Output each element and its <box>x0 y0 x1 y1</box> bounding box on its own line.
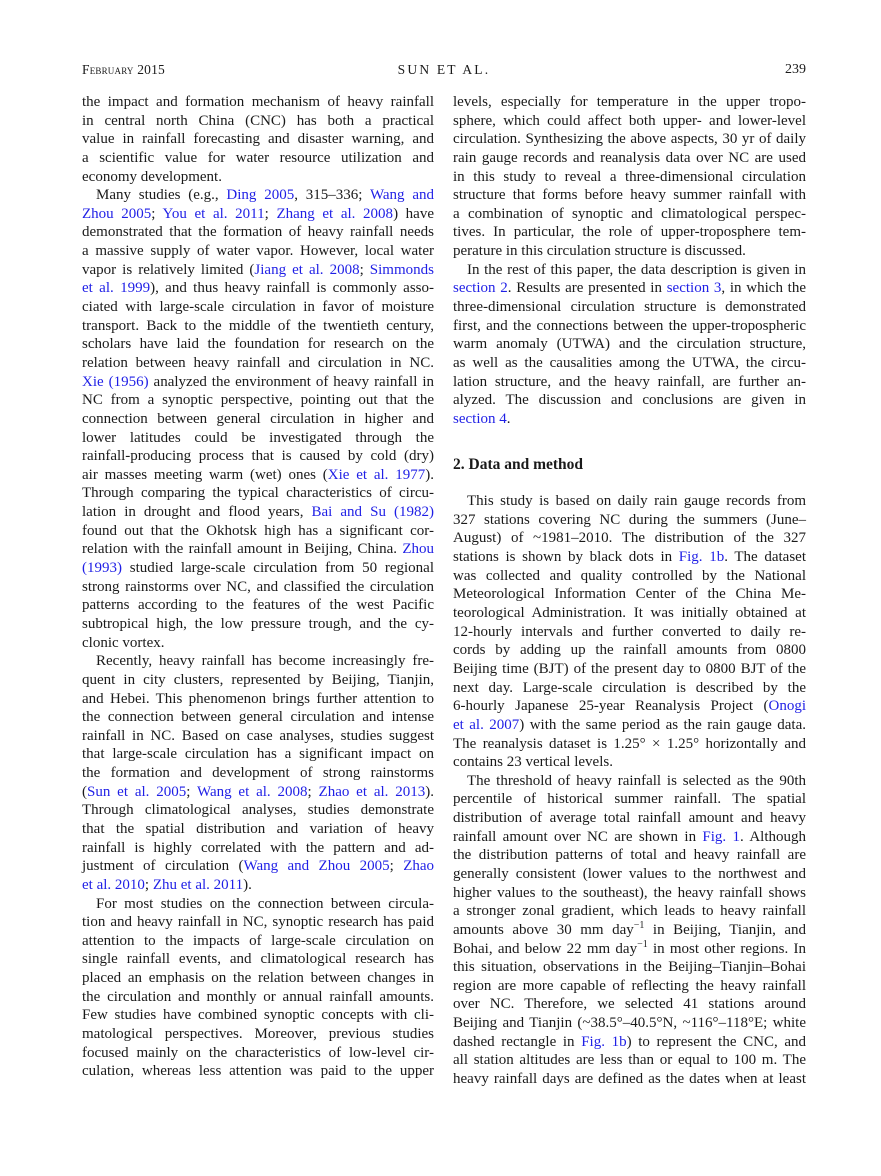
text-segment: over NC. Therefore, we selected 41 stations around <box>453 996 806 1013</box>
text-line <box>453 261 806 280</box>
text-segment: a massive supply of water vapor. However, local water <box>82 243 434 260</box>
text-line <box>82 895 434 914</box>
text-line <box>453 335 806 354</box>
text-line <box>453 865 806 884</box>
superscript: −1 <box>633 919 645 931</box>
citation-link[interactable]: Fig. 1b <box>581 1033 627 1050</box>
text-segment: relation between heavy rainfall and circulation in NC. <box>82 354 434 371</box>
text-segment: ). <box>243 876 252 893</box>
text-segment: This study is based on daily rain gauge records from <box>467 493 806 510</box>
text-segment: a combination of synoptic and climatological perspec- <box>453 205 806 222</box>
text-segment: placed an emphasis on the relation between changes in <box>82 970 434 987</box>
text-line <box>82 503 434 522</box>
text-line <box>453 958 806 977</box>
text-line <box>453 354 806 373</box>
text-line <box>453 735 806 754</box>
text-line <box>82 801 434 820</box>
text-line <box>453 242 806 261</box>
text-segment: connection between general circulation in higher and <box>82 410 434 427</box>
citation-link[interactable]: Xie (1956) <box>82 373 149 390</box>
text-segment: in this study to reveal a three-dimensional circulation <box>453 168 806 185</box>
text-line <box>82 652 434 671</box>
text-segment: and Hebei. This phenomenon brings further attention to <box>82 690 434 707</box>
text-line <box>82 522 434 541</box>
text-line <box>82 1006 434 1025</box>
text-line <box>82 373 434 392</box>
text-segment: the impact and formation mechanism of heavy rainfall <box>82 94 434 110</box>
text-segment: NC from a synoptic perspective, pointing out that the <box>82 392 434 409</box>
text-segment: three-dimensional circulation structure is demonstrated <box>453 299 806 316</box>
text-segment: contains 23 vertical levels. <box>453 754 613 771</box>
text-line <box>453 317 806 336</box>
text-line <box>82 1044 434 1063</box>
text-segment: The reanalysis dataset is 1.25° × 1.25° horizontally and <box>453 735 806 752</box>
text-segment: quent in city clusters, represented by Beijing, Tianjin, <box>82 671 434 688</box>
citation-link[interactable]: Simmonds <box>369 261 434 278</box>
text-segment: matological perspectives. Moreover, previous studies <box>82 1026 434 1043</box>
text-segment: vapor is relatively limited ( <box>82 261 255 278</box>
text-segment: in Beijing, Tianjin, and <box>644 921 807 938</box>
text-segment: stations is shown by black dots in <box>453 549 679 566</box>
text-line <box>82 857 434 876</box>
superscript: −1 <box>637 938 648 950</box>
text-segment: Beijing and Tianjin (~38.5°–40.5°N, ~116°–118°E; white <box>453 1015 806 1032</box>
text-line <box>453 186 806 205</box>
text-segment: in central north China (CNC) has both a practical <box>82 112 434 129</box>
text-segment: amounts above 30 mm day <box>453 921 634 938</box>
page-number: 239 <box>785 62 806 77</box>
text-line <box>82 335 434 354</box>
text-segment: , in which the <box>721 280 806 297</box>
text-segment: tion and heavy rainfall in NC, synoptic research has paid <box>82 914 434 931</box>
text-segment: as well as the causalities among the UTWA, the circu- <box>453 354 806 371</box>
citation-link[interactable]: Zhao et al. 2013 <box>318 783 426 800</box>
text-segment: air masses meeting warm (wet) ones ( <box>82 466 328 483</box>
text-line <box>82 913 434 932</box>
text-line <box>453 279 806 298</box>
text-segment: ) have <box>393 205 435 222</box>
section-heading-data-and-method: 2. Data and method <box>453 455 584 473</box>
text-segment: cords by adding up the rainfall amounts from 0800 <box>453 642 806 659</box>
text-segment: structure that forms before heavy summer rainfall with <box>453 187 806 204</box>
text-line <box>82 93 434 112</box>
text-segment: a scientific value for water resource utilization and <box>82 149 434 166</box>
text-line <box>82 950 434 969</box>
text-segment: rainfall is highly correlated with the pattern and ad- <box>82 839 434 856</box>
text-line <box>453 921 806 940</box>
text-segment: value in rainfall forecasting and disaster warning, and <box>82 131 434 148</box>
text-segment: Recently, heavy rainfall has become increasingly fre- <box>96 653 434 670</box>
right-column <box>453 93 806 1089</box>
text-line <box>82 969 434 988</box>
text-line <box>82 410 434 429</box>
text-segment: perature in this circulation structure is discussed. <box>453 243 746 260</box>
text-line <box>82 783 434 802</box>
text-line <box>82 932 434 951</box>
citation-link[interactable]: et al. 2010 <box>82 876 145 893</box>
citation-link[interactable]: Xie et al. 1977 <box>327 466 426 483</box>
text-line <box>453 298 806 317</box>
running-head-authors: SUN ET AL. <box>397 62 491 77</box>
text-line <box>82 690 434 709</box>
text-segment: . Although <box>740 828 806 845</box>
text-segment: first, and the connections between the upper-tropospheric <box>453 317 806 334</box>
text-segment: ( <box>82 783 87 800</box>
text-segment: warm anomaly (UTWA) and the circulation structure, <box>453 336 806 353</box>
text-segment: ), and thus heavy rainfall is commonly asso- <box>150 280 434 297</box>
text-line <box>453 548 806 567</box>
text-line <box>82 279 434 298</box>
text-segment: rain gauge records and reanalysis data over NC are used <box>453 149 806 166</box>
text-segment: Many studies (e.g., <box>96 187 227 204</box>
text-line <box>82 186 434 205</box>
text-line <box>82 130 434 149</box>
text-segment: ciated with large-scale circulation in favor of moisture <box>82 299 434 316</box>
text-line <box>453 660 806 679</box>
text-segment: next day. Large-scale circulation is described by the <box>453 679 806 696</box>
text-segment: Through comparing the typical characteristics of circu- <box>82 485 434 502</box>
citation-link[interactable]: Wang and Zhou 2005 <box>243 858 390 875</box>
text-segment: higher values to the southeast), the heavy rainfall shows <box>453 884 806 901</box>
citation-link[interactable]: Fig. 1 <box>702 828 741 845</box>
text-segment: generally consistent (lower values to the northwest and <box>453 865 806 882</box>
text-segment: For most studies on the connection between circula- <box>96 895 434 912</box>
text-segment: that the spatial distribution and variation of heavy <box>82 820 434 837</box>
citation-link[interactable]: Bai and Su (1982) <box>311 504 434 521</box>
text-line <box>82 466 434 485</box>
text-line <box>82 223 434 242</box>
data-and-method-body <box>453 492 806 1089</box>
text-line <box>453 604 806 623</box>
text-segment: . The dataset <box>724 549 806 566</box>
text-segment: region are more capable of reflecting the heavy rainfall <box>453 977 806 994</box>
text-segment: ) to represent the CNC, and <box>626 1033 807 1050</box>
text-line <box>453 940 806 959</box>
text-line <box>82 876 434 895</box>
text-segment: distribution of average total rainfall amount and heavy <box>453 810 806 827</box>
text-segment: lation structure, and the heavy rainfall, are further an- <box>453 373 806 390</box>
citation-link[interactable]: Zhou 2005 <box>82 205 152 222</box>
text-segment: a stronger zonal gradient, which leads to heavy rainfall <box>453 903 806 920</box>
text-line <box>453 223 806 242</box>
text-segment: sphere, which could affect both upper- and lower-level <box>453 112 806 129</box>
text-line <box>82 205 434 224</box>
text-segment: Beijing time (BJT) of the present day to 0800 BJT of the <box>453 660 806 677</box>
text-segment: ; <box>307 783 319 800</box>
text-segment: ; <box>389 858 404 875</box>
text-segment: ) with the same period as the rain gauge data. <box>519 716 806 733</box>
text-line <box>82 727 434 746</box>
text-segment: 6-hourly Japanese 25-year Reanalysis Project ( <box>453 698 769 715</box>
text-line <box>453 391 806 410</box>
text-segment: 327 stations covering NC during the summers (June– <box>453 511 806 528</box>
text-line <box>453 205 806 224</box>
text-segment: all station altitudes are less than or equal to 100 m. The <box>453 1052 806 1069</box>
text-segment: . Results are presented in <box>507 280 667 297</box>
text-line <box>82 708 434 727</box>
text-line <box>453 716 806 735</box>
text-line <box>82 540 434 559</box>
text-segment: subtropical high, the low pressure trough, and the cy- <box>82 615 434 632</box>
citation-link[interactable]: Wang and <box>369 187 434 204</box>
text-line <box>82 671 434 690</box>
text-line <box>453 641 806 660</box>
text-segment: . <box>506 410 511 427</box>
text-segment: Few studies have combined synoptic concepts with cli- <box>82 1007 434 1024</box>
text-line <box>453 585 806 604</box>
text-segment: that large-scale circulation has a significant impact on <box>82 746 434 763</box>
text-segment: circulation. Synthesizing the above aspects, 30 yr of daily <box>453 131 806 148</box>
text-line <box>453 112 806 131</box>
text-line <box>82 168 434 187</box>
citation-link[interactable]: et al. 1999 <box>82 280 151 297</box>
text-segment: lation in drought and flood years, <box>82 504 312 521</box>
text-segment: culation, whereas less attention was paid to the upper <box>82 1063 434 1080</box>
text-segment: dashed rectangle in <box>453 1033 582 1050</box>
text-segment: scholars have laid the foundation for research on the <box>82 336 434 353</box>
text-segment: , 315–336; <box>294 187 370 204</box>
citation-link[interactable]: Zhang et al. 2008 <box>276 205 394 222</box>
text-segment: heavy rainfall days are defined as the dates when at least <box>453 1071 806 1088</box>
text-segment: demonstrated that the formation of heavy rainfall needs <box>82 224 434 241</box>
text-line <box>453 809 806 828</box>
text-segment: analyzed the environment of heavy rainfall in <box>148 373 434 390</box>
text-segment: Meteorological Information Center of the China Me- <box>453 586 806 603</box>
text-segment: single rainfall events, and climatological research has <box>82 951 434 968</box>
text-line <box>453 902 806 921</box>
text-line <box>82 391 434 410</box>
text-segment: ; <box>186 783 197 800</box>
text-segment: teorological Administration. It was initially obtained at <box>453 605 806 622</box>
text-segment: ; <box>144 876 153 893</box>
text-segment: August) of ~1981–2010. The distribution of the 327 <box>453 530 806 547</box>
text-segment: relation with the rainfall amount in Beijing, China. <box>82 541 403 558</box>
text-segment: Through climatological analyses, studies demonstrate <box>82 802 434 819</box>
text-line <box>453 1070 806 1089</box>
text-segment: transport. Back to the middle of the twentieth century, <box>82 317 434 334</box>
citation-link[interactable]: Sun et al. 2005 <box>87 783 187 800</box>
text-segment: studied large-scale circulation from 50 regional <box>122 560 434 577</box>
text-line <box>82 149 434 168</box>
text-line <box>453 492 806 511</box>
text-line <box>453 1051 806 1070</box>
text-line <box>82 839 434 858</box>
running-head-date: February 2015 <box>82 62 165 77</box>
text-line <box>453 410 806 429</box>
text-line <box>453 1014 806 1033</box>
text-line <box>453 753 806 772</box>
text-segment: 12-hourly intervals and further converted to daily re- <box>453 623 806 640</box>
text-line <box>82 112 434 131</box>
text-segment: found out that the Okhotsk high has a significant cor- <box>82 522 434 539</box>
text-line <box>82 484 434 503</box>
text-segment: was collected and quality controlled by the National <box>453 567 806 584</box>
text-line <box>82 559 434 578</box>
text-segment: justment of circulation ( <box>82 858 244 875</box>
citation-link[interactable]: et al. 2007 <box>453 716 520 733</box>
text-segment: economy development. <box>82 168 222 185</box>
text-segment: ; <box>264 205 277 222</box>
citation-link[interactable]: section 4 <box>453 410 507 427</box>
text-line <box>453 846 806 865</box>
citation-link[interactable]: section 2 <box>453 280 508 297</box>
text-line <box>82 988 434 1007</box>
text-line <box>453 373 806 392</box>
text-segment: ). <box>425 783 435 800</box>
text-segment: patterns according to the features of the west Pacific <box>82 597 434 614</box>
text-segment: The threshold of heavy rainfall is selected as the 90th <box>467 772 806 789</box>
text-segment: levels, especially for temperature in the upper tropo- <box>453 94 806 110</box>
text-segment: percentile of historical summer rainfall. The spatial <box>453 791 806 808</box>
citation-link[interactable]: Zhu et al. 2011 <box>152 876 244 893</box>
text-line <box>453 623 806 642</box>
text-segment: the connection between general circulation and intense <box>82 709 434 726</box>
text-segment: tives. In particular, the role of upper-troposphere tem- <box>453 224 806 241</box>
text-line <box>82 317 434 336</box>
text-segment: rainfall-producing process that is caused by cold (dry) <box>82 448 434 465</box>
text-line <box>453 679 806 698</box>
text-line <box>453 529 806 548</box>
text-segment: ). <box>425 466 434 483</box>
text-segment: rainfall in NC. Based on case analyses, studies suggest <box>82 727 434 744</box>
text-line <box>82 1025 434 1044</box>
text-segment: clonic vortex. <box>82 634 165 651</box>
text-line <box>82 820 434 839</box>
text-segment: in most other regions. In <box>647 940 806 957</box>
text-line <box>453 567 806 586</box>
text-line <box>453 995 806 1014</box>
text-line <box>453 772 806 791</box>
text-segment: the distribution patterns of total and heavy rainfall are <box>453 847 806 864</box>
text-line <box>82 764 434 783</box>
text-line <box>453 168 806 187</box>
text-segment: rainfall amount over NC are shown in <box>453 828 703 845</box>
citation-link[interactable]: You et al. 2011 <box>162 205 265 222</box>
text-line <box>453 884 806 903</box>
text-line <box>453 149 806 168</box>
text-line <box>453 130 806 149</box>
text-line <box>453 93 806 112</box>
text-segment: alyzed. The discussion and conclusions are given in <box>453 392 806 409</box>
text-line <box>82 596 434 615</box>
text-line <box>82 298 434 317</box>
text-line <box>82 354 434 373</box>
text-segment: ; <box>359 261 370 278</box>
citation-link[interactable]: Ding 2005 <box>226 187 295 204</box>
text-segment: attention to the impacts of large-scale circulation on <box>82 932 434 949</box>
text-line <box>453 1033 806 1052</box>
text-line <box>82 242 434 261</box>
text-line <box>82 615 434 634</box>
text-segment: this situation, observations in the Beijing–Tianjin–Bohai <box>453 959 806 976</box>
text-line <box>82 634 434 653</box>
text-segment: In the rest of this paper, the data description is given in <box>467 261 806 278</box>
text-line <box>453 511 806 530</box>
citation-link[interactable]: (1993) <box>82 560 122 577</box>
left-column <box>82 93 434 1081</box>
introduction-continued <box>453 93 806 429</box>
text-line <box>82 745 434 764</box>
citation-link[interactable]: Zhou <box>402 541 434 558</box>
text-segment: ; <box>151 205 163 222</box>
citation-link[interactable]: Onogi <box>768 698 806 715</box>
text-segment: lower latitudes could be investigated through the <box>82 429 434 446</box>
citation-link[interactable]: Zhao <box>403 858 435 875</box>
text-line <box>82 578 434 597</box>
text-segment: the circulation and monthly or annual rainfall amounts. <box>82 988 434 1005</box>
text-line <box>82 261 434 280</box>
citation-link[interactable]: Jiang et al. 2008 <box>254 261 360 278</box>
text-segment: focused mainly on the characteristics of low-level cir- <box>82 1044 434 1061</box>
text-line <box>453 697 806 716</box>
running-head <box>82 62 806 82</box>
text-line <box>82 429 434 448</box>
text-line <box>82 447 434 466</box>
text-line <box>453 790 806 809</box>
text-segment: Bohai, and below 22 mm day <box>453 940 638 957</box>
text-line <box>453 828 806 847</box>
citation-link[interactable]: section 3 <box>666 280 722 297</box>
text-segment: strong rainstorms over NC, and classified the circulation <box>82 578 434 595</box>
text-segment: the formation and development of strong rainstorms <box>82 765 434 782</box>
text-line <box>453 977 806 996</box>
citation-link[interactable]: Fig. 1b <box>678 549 725 566</box>
citation-link[interactable]: Wang et al. 2008 <box>196 783 308 800</box>
text-line <box>82 1062 434 1081</box>
